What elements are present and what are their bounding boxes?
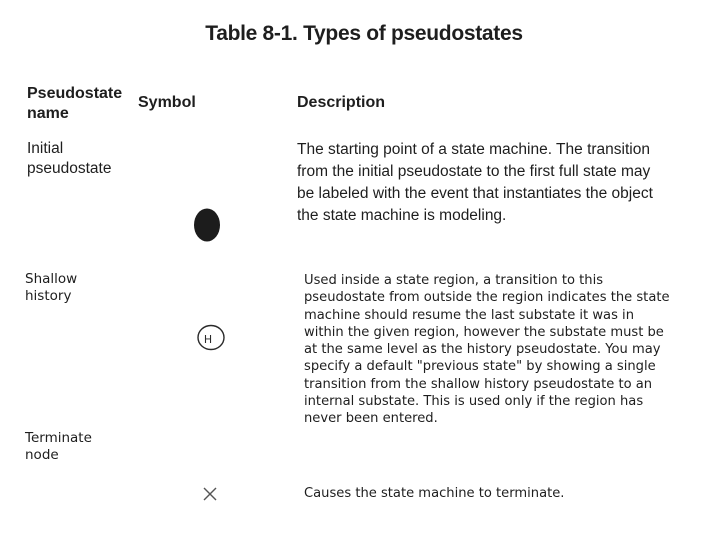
history-h-circle-icon [196, 322, 228, 352]
row-terminate-description: Causes the state machine to terminate. [304, 486, 565, 501]
row-initial-description [297, 139, 697, 227]
row-initial-desc-line: from the initial pseudostate to the first full state may [297, 163, 651, 180]
table-title: Table 8-1. Types of pseudostates [205, 22, 523, 45]
row-shallow-history-name [25, 271, 77, 305]
row-terminate-name [25, 430, 92, 464]
row-initial-desc-line: the state machine is modeling. [297, 207, 507, 224]
row-shallow-desc-line: Used inside a state region, a transition to this [304, 273, 604, 288]
row-shallow-name-line2: history [25, 288, 72, 304]
row-shallow-desc-line: within the given region, however the substate must be [304, 324, 664, 340]
header-name-line1: Pseudostate [27, 85, 123, 102]
row-initial-desc-line: be labeled with the event that instantiates the object [297, 185, 653, 202]
row-shallow-history-description [304, 272, 720, 428]
row-shallow-desc-line: at the same level as the history pseudostate. You may [304, 342, 661, 358]
row-initial-desc-line: The starting point of a state machine. The transition [297, 141, 650, 158]
row-shallow-desc-line: pseudostate from outside the region indicates the state [304, 290, 670, 306]
row-shallow-desc-line: transition from the shallow history pseudostate to an [304, 376, 653, 392]
header-pseudostate-name [27, 84, 122, 124]
row-shallow-desc-line: machine should resume the last substate it was in [304, 307, 634, 323]
header-name-line2: name [27, 105, 69, 122]
row-terminate-name-line2: node [25, 447, 59, 463]
row-initial-name-line2: pseudostate [27, 160, 112, 177]
row-shallow-desc-line: specify a default "previous state" by showing a single [304, 359, 656, 375]
header-description: Description [297, 94, 386, 111]
history-h-label: H [203, 333, 213, 346]
row-shallow-desc-line: internal substate. This is used only if the region has [304, 394, 644, 410]
row-shallow-desc-line: never been entered. [304, 411, 438, 427]
terminate-x-icon [200, 485, 220, 503]
row-initial-name [27, 139, 111, 179]
row-shallow-name-line1: Shallow [25, 271, 78, 287]
header-symbol: Symbol [138, 94, 196, 111]
filled-circle-icon [190, 203, 226, 247]
row-terminate-name-line1: Terminate [25, 430, 92, 446]
row-initial-name-line1: Initial [27, 140, 64, 157]
